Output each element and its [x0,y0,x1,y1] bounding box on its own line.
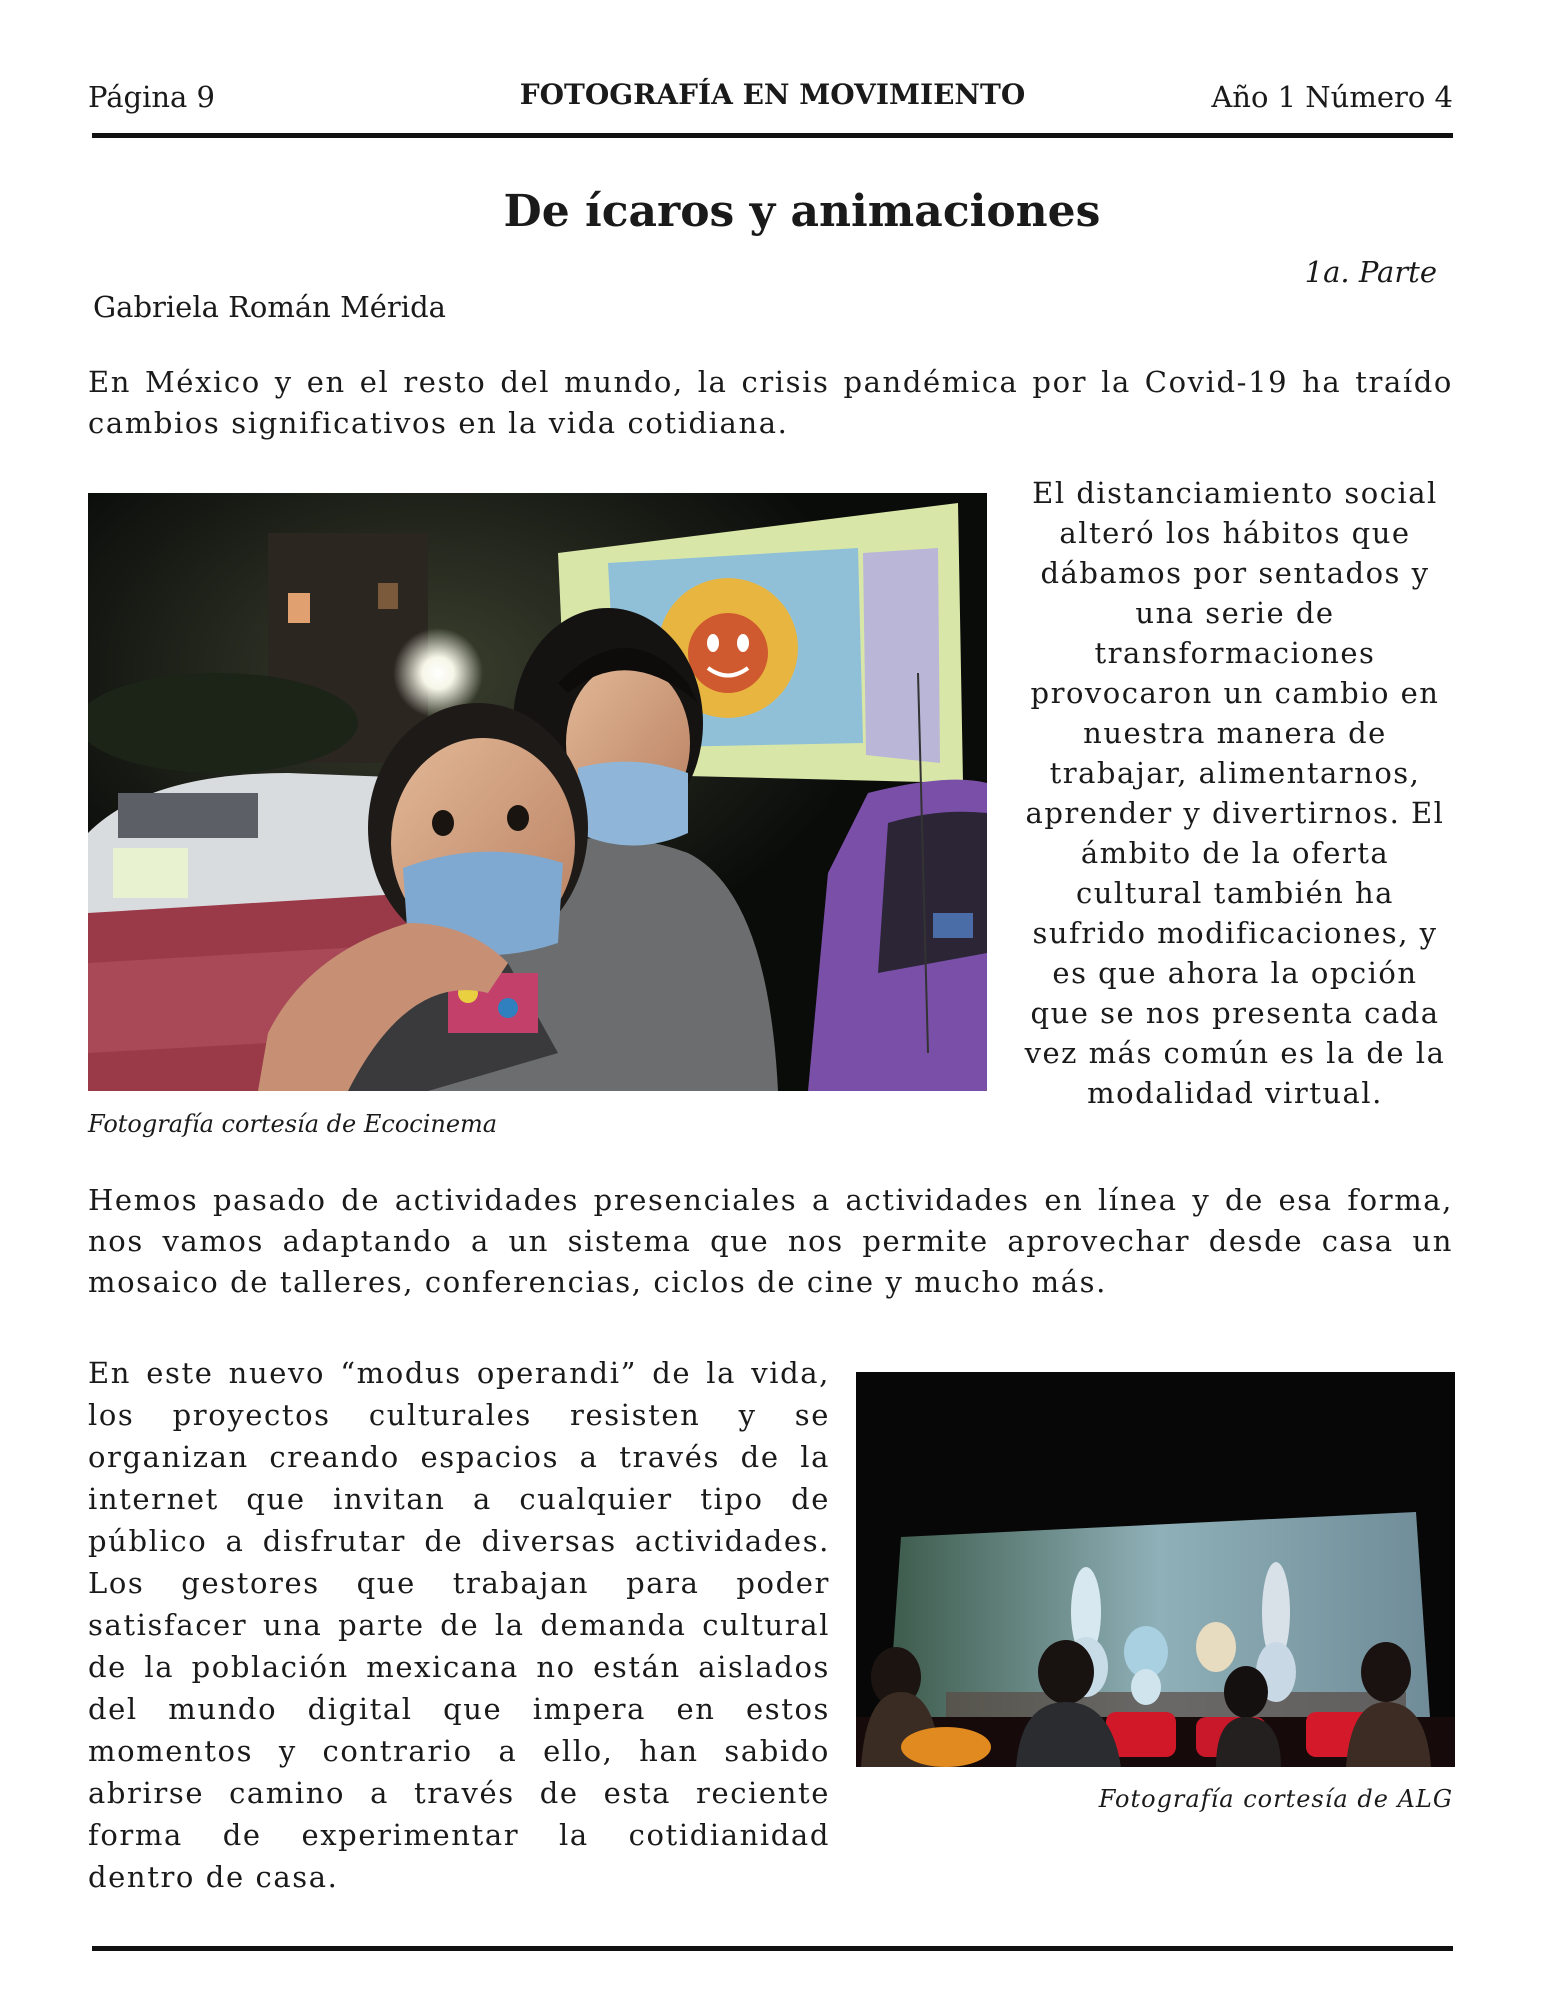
body-paragraph-2: Hemos pasado de actividades presenciales a actividades en línea y de esa forma, nos vamos adaptando a un sistema que nos permite aprovechar desde casa un mosaico de talleres, conferencias, ciclos de cine y mucho más. [88,1183,1453,1299]
footer-rule [92,1946,1453,1951]
page-number: Página 9 [88,80,215,114]
publication-title: FOTOGRAFÍA EN MOVIMIENTO [519,78,1026,111]
body-paragraph-3: En este nuevo “modus operandi” de la vida, los proyectos culturales resisten y se organizan creando espacios a través de la internet que invitan a cualquier tipo de público a disfrutar de diversas actividades. Los gestores que trabajan para poder satisfacer una parte de la demanda cultural de la población mexicana no están aislados del mundo digital que impera en estos momentos y contrario a ello, han sabido abrirse camino a través de esta reciente forma de experimentar la cotidianidad dentro de casa. [88,1356,830,1894]
article-part: 1a. Parte [1304,255,1437,289]
photo-caption-ecocinema: Fotografía cortesía de Ecocinema [88,1110,498,1138]
header-rule [92,133,1453,138]
photo-ecocinema [88,493,987,1091]
photo-alg [856,1372,1455,1767]
intro-paragraph: En México y en el resto del mundo, la crisis pandémica por la Covid-19 ha traído cambios significativos en la vida cotidiana. [88,365,1453,440]
sidebar-paragraph: El distanciamiento social alteró los hábitos que dábamos por sentados y una serie de transformaciones provocaron un cambio en nuestra manera de trabajar, alimentarnos, aprender y divertirnos. El ámbito de la oferta cultural también ha sufrido modificaciones, y es que ahora la opción que se nos presenta cada vez más común es la de la modalidad virtual. [1024,476,1446,1110]
article-author: Gabriela Román Mérida [93,290,446,324]
issue-number: Año 1 Número 4 [1211,80,1453,114]
photo-caption-alg: Fotografía cortesía de ALG [1098,1785,1453,1813]
article-title: De ícaros y animaciones [503,186,1101,237]
